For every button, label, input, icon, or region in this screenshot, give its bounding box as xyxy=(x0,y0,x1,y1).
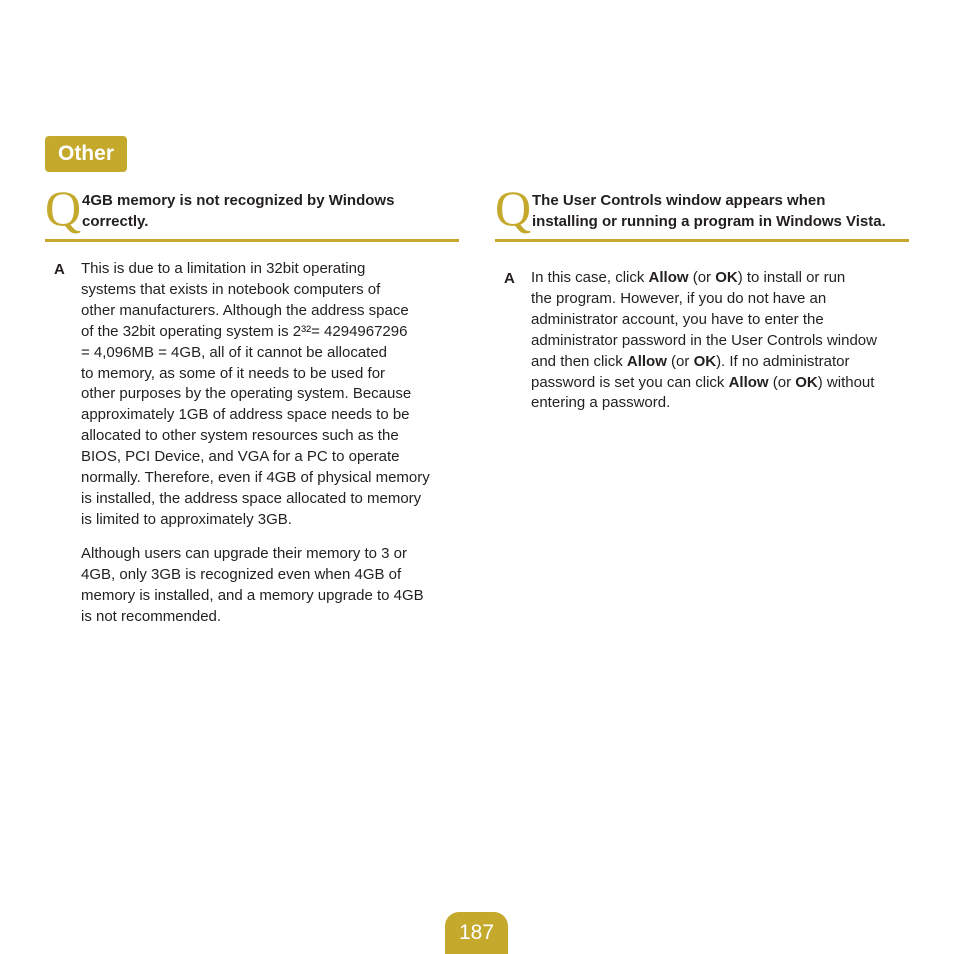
answer-line: is installed, the address space allocated to memory xyxy=(81,489,422,507)
question-line: installing or running a program in Windows Vista. xyxy=(532,213,886,230)
ok-label: OK xyxy=(715,269,738,286)
answer-line: of the 32bit operating system is 2³²= 4294967296 xyxy=(81,322,408,340)
answer-paragraph xyxy=(81,259,461,531)
q-letter-icon: Q xyxy=(45,180,82,236)
answer-line: allocated to other system resources such as the xyxy=(81,427,399,445)
text-run: In this case, click xyxy=(531,269,649,286)
question-text xyxy=(82,190,462,232)
text-run: (or xyxy=(688,269,716,286)
answer-line xyxy=(531,373,921,394)
answer-line: entering a password. xyxy=(531,394,671,412)
answer-line: approximately 1GB of address space needs to be xyxy=(81,406,410,424)
question-divider xyxy=(45,239,459,242)
answer-line: This is due to a limitation in 32bit operating xyxy=(81,260,366,277)
a-letter-label: A xyxy=(504,270,515,287)
ok-label: OK xyxy=(693,352,717,370)
a-letter-label: A xyxy=(54,261,65,278)
text-run: ). If no administrator xyxy=(716,352,850,370)
question-line: 4GB memory is not recognized by Windows xyxy=(82,192,395,209)
answer-line: systems that exists in notebook computers of xyxy=(81,280,381,298)
faq-question-right xyxy=(495,180,909,245)
text-run: password is set you can click xyxy=(531,373,729,391)
text-run: and then click xyxy=(531,352,627,370)
answer-line: is not recommended. xyxy=(81,607,222,625)
question-line: correctly. xyxy=(82,213,149,230)
answer-line: is limited to approximately 3GB. xyxy=(81,510,292,528)
section-tag-other: Other xyxy=(45,136,127,172)
question-line: The User Controls window appears when xyxy=(532,192,826,209)
answer-line: the program. However, if you do not have an xyxy=(531,289,827,307)
answer-line: = 4,096MB = 4GB, all of it cannot be allocated xyxy=(81,343,388,361)
question-text xyxy=(532,190,912,232)
text-run: ) to install or run xyxy=(737,269,846,286)
answer-line: to memory, as some of it needs to be used for xyxy=(81,364,386,382)
text-run: (or xyxy=(768,373,796,391)
allow-label: Allow xyxy=(648,269,689,286)
answer-line xyxy=(531,268,921,289)
answer-line: normally. Therefore, even if 4GB of physical memory xyxy=(81,469,430,487)
page-number: 187 xyxy=(445,912,508,954)
faq-question-left xyxy=(45,180,459,245)
answer-text-right xyxy=(531,268,921,414)
answer-line xyxy=(531,352,921,373)
answer-line: Although users can upgrade their memory to 3 or xyxy=(81,544,408,562)
answer-line: other manufacturers. Although the address space xyxy=(81,301,409,319)
answer-line: memory is installed, and a memory upgrade to 4GB xyxy=(81,586,424,604)
question-divider xyxy=(495,239,909,242)
answer-line: BIOS, PCI Device, and VGA for a PC to operate xyxy=(81,448,400,466)
text-run: ) without xyxy=(817,373,875,391)
answer-line: administrator password in the User Controls window xyxy=(531,331,877,349)
ok-label: OK xyxy=(795,373,818,391)
q-letter-icon: Q xyxy=(495,180,532,236)
allow-label: Allow xyxy=(728,373,769,391)
answer-text-left xyxy=(81,259,461,627)
answer-line: administrator account, you have to enter the xyxy=(531,310,824,328)
text-run: (or xyxy=(666,352,694,370)
answer-line: 4GB, only 3GB is recognized even when 4GB of xyxy=(81,565,402,583)
answer-paragraph xyxy=(81,544,461,628)
answer-line: other purposes by the operating system. Because xyxy=(81,385,412,403)
allow-label: Allow xyxy=(626,352,667,370)
